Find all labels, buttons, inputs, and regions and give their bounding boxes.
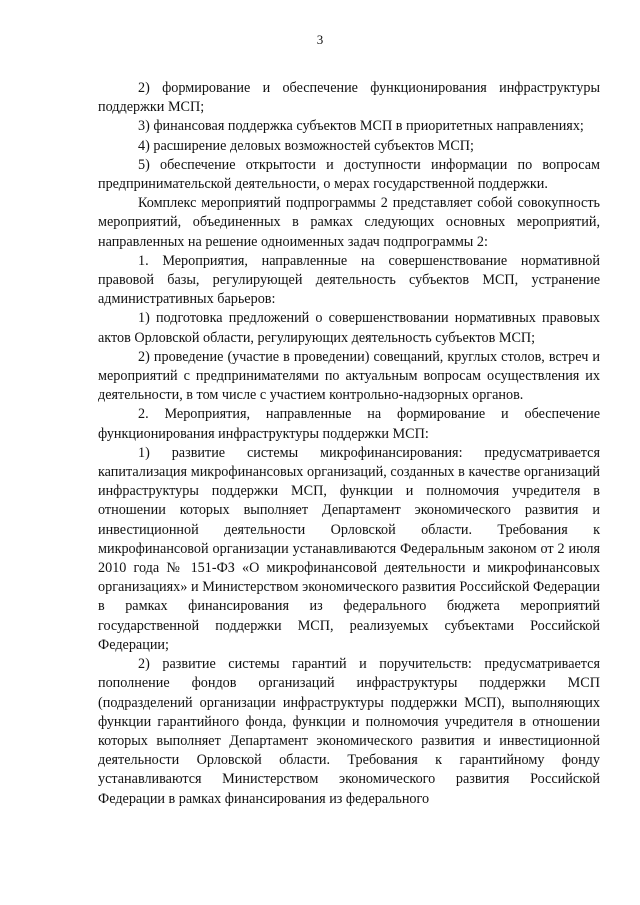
paragraph-item-4: 4) расширение деловых возможностей субъектов МСП; — [138, 137, 474, 154]
document-body — [98, 79, 600, 809]
paragraph-section-1-item-1: 1) подготовка предложений о совершенствовании нормативных правовых актов Орловской области, регулирующих деятельность субъектов МСП; — [98, 310, 600, 346]
page-number: 3 — [316, 32, 324, 47]
paragraph-item-3: 3) финансовая поддержка субъектов МСП в приоритетных направлениях; — [138, 118, 584, 135]
paragraph-complex-intro: Комплекс мероприятий подпрограммы 2 представляет собой совокупность мероприятий, объединенных в рамках следующих основных мероприятий, направленных на решение одноименных задач подпрограммы 2: — [98, 195, 600, 250]
paragraph-section-2-item-2: 2) развитие системы гарантий и поручительств: предусматривается пополнение фондов организаций инфраструктуры поддержки МСП (подразделений организации инфраструктуры поддержки МСП), выполняющих функции гарантийного фонда, функции и полномочия учредителя в отношении которых выполняет Департамент экономического развития и инвестиционной деятельности Орловской области. Требования к гарантийному фонду устанавливаются Министерством экономического развития Российской Федерации в рамках финансирования из федерального — [98, 656, 600, 807]
paragraph-section-1-item-2: 2) проведение (участие в проведении) совещаний, круглых столов, встреч и мероприятий с предпринимателями по актуальным вопросам осуществления их деятельности, в том числе с участием контрольно-надзорных органов. — [98, 348, 600, 404]
paragraph-section-2-heading: 2. Мероприятия, направленные на формирование и обеспечение функционирования инфраструктуры поддержки МСП: — [98, 406, 600, 442]
paragraph-item-2: 2) формирование и обеспечение функционирования инфраструктуры поддержки МСП; — [98, 80, 600, 116]
paragraph-item-5: 5) обеспечение открытости и доступности информации по вопросам предпринимательской деятельности, о мерах государственной поддержки. — [98, 156, 600, 193]
paragraph-section-2-item-1: 1) развитие системы микрофинансирования: предусматривается капитализация микрофинансовых организаций, созданных в качестве организаций инфраструктуры поддержки МСП, функции и полномочия учредителя в отношении которых выполняет Департамент экономического развития и инвестиционной деятельности Орловской области. Требования к микрофинансовой организации устанавливаются Федеральным законом от 2 июля 2010 года № 151-ФЗ «О микрофинансовой деятельности и микрофинансовых организациях» и Министерством экономического развития Российской Федерации в рамках финансирования из федерального бюджета мероприятий государственной поддержки МСП, реализуемых субъектами Российской Федерации; — [98, 444, 600, 653]
paragraph-section-1-heading: 1. Мероприятия, направленные на совершенствование нормативной правовой базы, регулирующей деятельность субъектов МСП, устранение административных барьеров: — [98, 252, 600, 308]
